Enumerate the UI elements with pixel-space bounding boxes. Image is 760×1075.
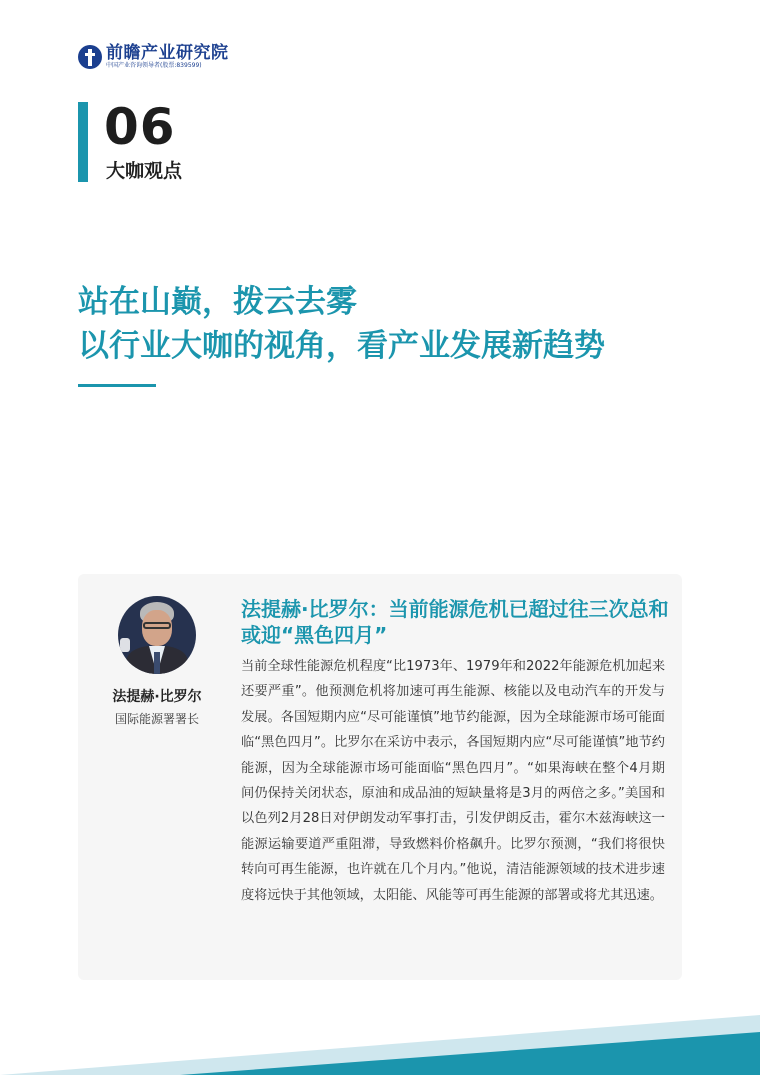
person-name: 法提赫·比罗尔: [112, 689, 202, 705]
headline-line-1: 站在山巅，拨云去雾: [78, 284, 357, 320]
logo-icon: [78, 45, 102, 69]
logo-tagline: 中国产业咨询领导者(股票:839599): [106, 62, 202, 69]
expert-quote-card: [78, 574, 682, 980]
quote-title: 法提赫·比罗尔：当前能源危机已超过往三次总和 或迎“黑色四月”: [241, 597, 669, 647]
section-accent-bar: [78, 102, 88, 182]
avatar: [118, 596, 196, 674]
headline-line-2: 以行业大咖的视角，看产业发展新趋势: [78, 328, 605, 364]
footer-wave-decoration: [0, 1000, 760, 1075]
logo-text: [106, 44, 229, 70]
company-logo: [78, 44, 229, 70]
headline-underline: [78, 384, 156, 387]
section-number: 06: [104, 98, 176, 156]
quote-body: 当前全球性能源危机程度“比1973年、1979年和2022年能源危机加起来还要严重”。他预测危机将加速可再生能源、核能以及电动汽车的开发与发展。各国短期内应“尽可能谨慎”地节约能源，因为全球能源市场可能面临“黑色四月”。比罗尔在采访中表示，各国短期内应“尽可能谨慎”地节约能源，因为全球能源市场可能面临“黑色四月”。“如果海峡在整个4月期间仍保持关闭状态，原油和成品油的短缺量将是3月的两倍之多。”美国和以色列2月28日对伊朗发动军事打击，引发伊朗反击，霍尔木兹海峡这一能源运输要道严重阻滞，导致燃料价格飙升。比罗尔预测，“我们将很快转向可再生能源，也许就在几个月内。”他说，清洁能源领域的技术进步速度将远快于其他领域，太阳能、风能等可再生能源的部署或将尤其迅速。: [241, 659, 666, 903]
person-title: 国际能源署署长: [114, 712, 199, 726]
section-title: 大咖观点: [106, 160, 183, 182]
logo-name: 前瞻产业研究院: [106, 43, 229, 63]
headline: [78, 280, 605, 368]
